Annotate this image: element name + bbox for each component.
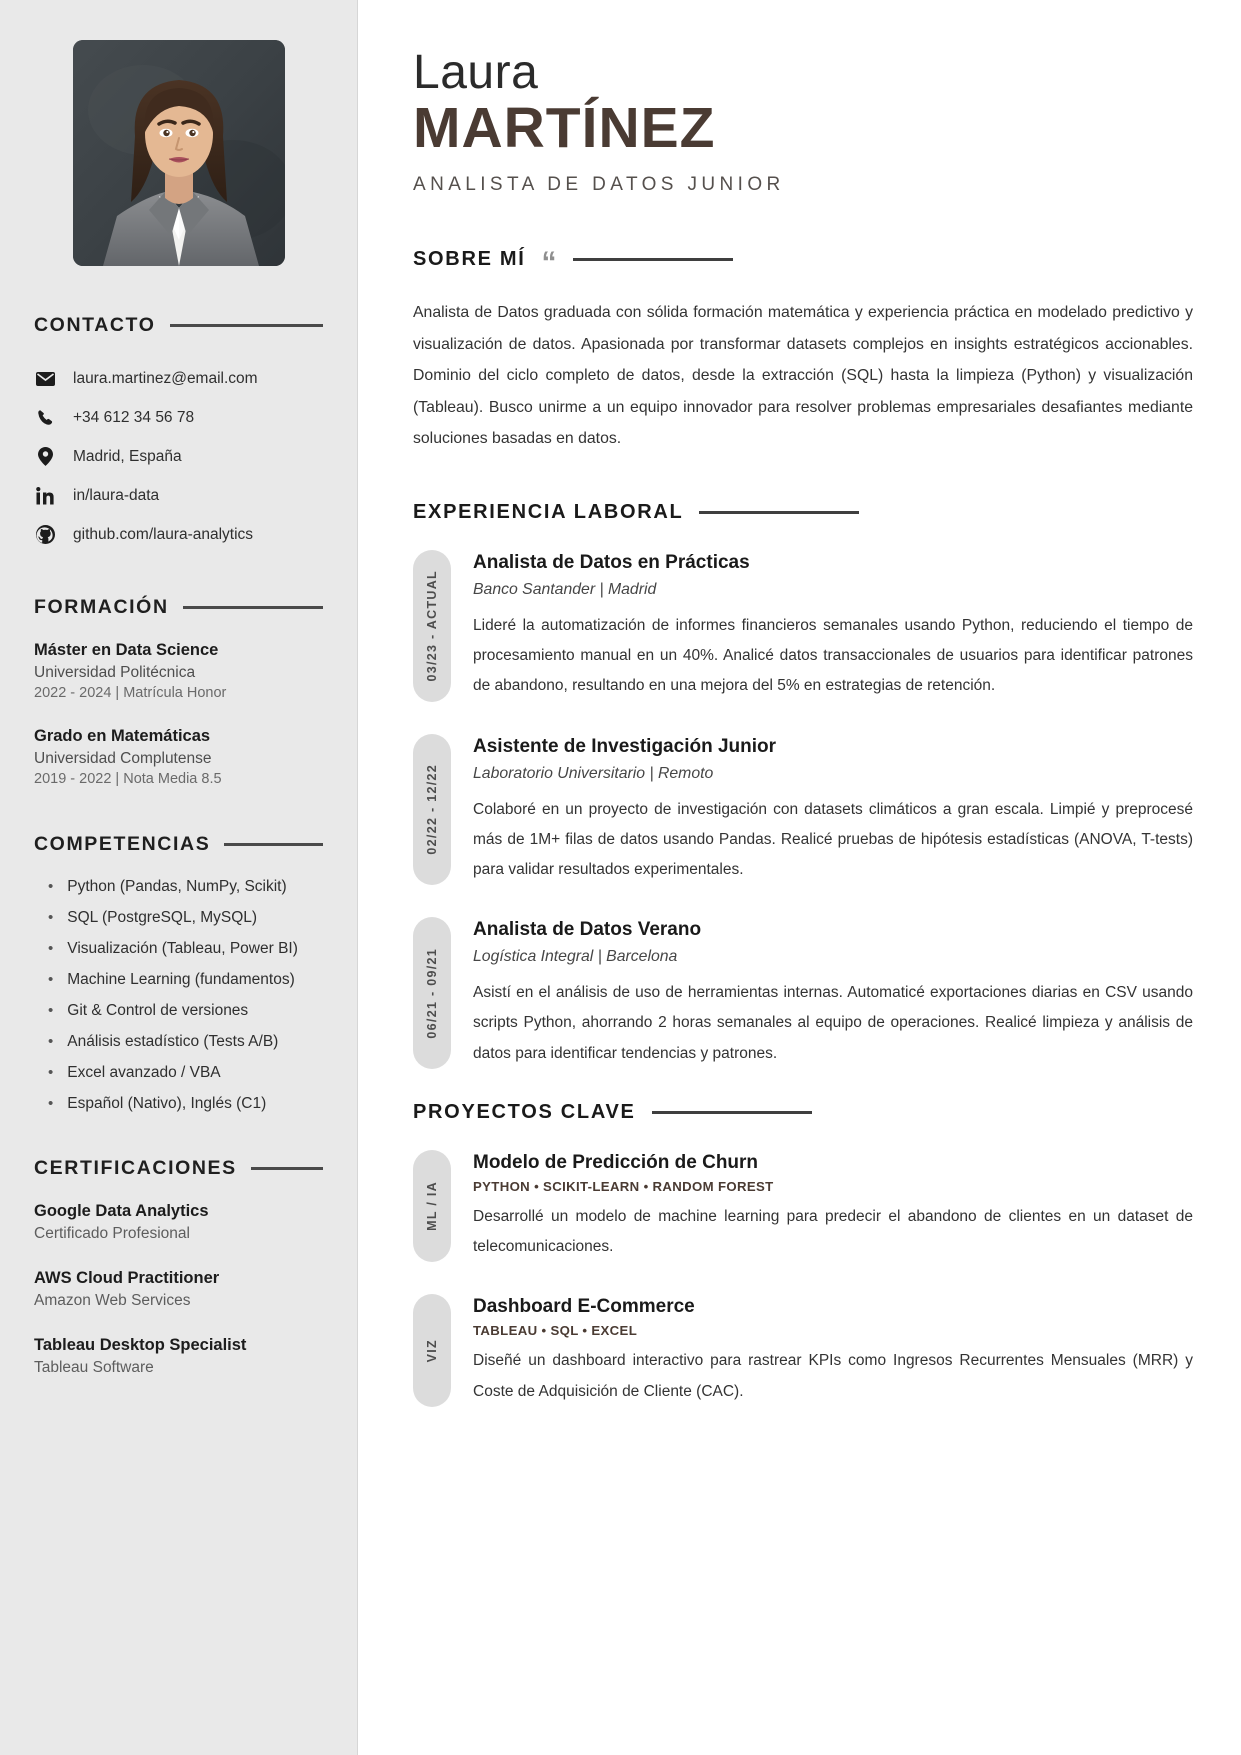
education-section-heading	[34, 596, 323, 619]
contact-item-linkedin[interactable]	[34, 476, 323, 515]
heading-rule	[183, 606, 323, 609]
contact-item-phone[interactable]	[34, 398, 323, 437]
project-title: Modelo de Predicción de Churn	[473, 1151, 759, 1173]
certifications-heading-label: CERTIFICACIONES	[34, 1157, 237, 1179]
list-item	[34, 1064, 323, 1082]
email-icon	[34, 372, 56, 386]
projects-heading-label: PROYECTOS CLAVE	[413, 1100, 636, 1123]
heading-rule	[573, 258, 733, 261]
education-meta: 2022 - 2024 | Matrícula Honor	[34, 685, 227, 701]
experience-item	[413, 734, 1193, 886]
project-tech-tags: TABLEAU • SQL • EXCEL	[473, 1323, 638, 1339]
experience-company: Laboratorio Universitario | Remoto	[473, 764, 714, 782]
project-tech-tags: PYTHON • SCIKIT-LEARN • RANDOM FOREST	[473, 1178, 774, 1194]
experience-body	[473, 734, 1193, 886]
skill-label: Python (Pandas, NumPy, Scikit)	[67, 878, 287, 895]
experience-body	[473, 550, 1193, 702]
phone-icon	[34, 409, 56, 426]
sidebar	[0, 0, 358, 1755]
certification-item	[34, 1336, 323, 1377]
contact-linkedin-text: in/laura-data	[73, 486, 160, 504]
project-item	[413, 1294, 1193, 1406]
contact-email-text: laura.martinez@email.com	[73, 369, 258, 387]
photo-container	[34, 40, 323, 266]
skill-label: Machine Learning (fundamentos)	[67, 971, 295, 988]
experience-heading-label: EXPERIENCIA LABORAL	[413, 500, 684, 523]
education-meta: 2019 - 2022 | Nota Media 8.5	[34, 771, 222, 787]
certification-issuer: Tableau Software	[34, 1359, 154, 1376]
certifications-list	[34, 1202, 323, 1377]
project-description: Desarrollé un modelo de machine learning para predecir el abandono de clientes en un dataset de telecomunicaciones.	[473, 1207, 1193, 1256]
list-item	[34, 1095, 323, 1113]
job-title: ANALISTA DE DATOS JUNIOR	[413, 173, 785, 195]
skill-label: Español (Nativo), Inglés (C1)	[67, 1095, 267, 1112]
skills-heading-label: COMPETENCIAS	[34, 833, 211, 855]
projects-section-heading	[413, 1101, 1193, 1124]
last-name: MARTÍNEZ	[413, 96, 716, 161]
about-summary-text: Analista de Datos graduada con sólida formación matemática y experiencia práctica en modelado predictivo y visualización de datos. Apasionada por transformar datasets complejos en insights estratégicos accionables. Dominio del ciclo completo de datos, desde la extracción (SQL) hasta la limpieza (Python) y visualización (Tableau). Busco unirme a un equipo innovador para resolver problemas empresariales desafiantes mediante soluciones basadas en datos.	[413, 303, 1193, 448]
heading-rule	[251, 1167, 323, 1170]
certification-item	[34, 1202, 323, 1243]
list-item	[34, 940, 323, 958]
project-description: Diseñé un dashboard interactivo para rastrear KPIs como Ingresos Recurrentes Mensuales (MRR) y Coste de Adquisición de Cliente (CAC).	[473, 1352, 1193, 1400]
experience-title: Asistente de Investigación Junior	[473, 735, 777, 757]
github-icon	[34, 525, 56, 544]
date-badge-label: 02/22 - 12/22	[425, 764, 439, 855]
skill-label: Excel avanzado / VBA	[67, 1064, 221, 1081]
certification-issuer: Amazon Web Services	[34, 1292, 191, 1309]
date-badge-label: 06/21 - 09/21	[425, 947, 439, 1039]
project-category-badge	[413, 1150, 451, 1262]
main-content	[358, 0, 1241, 1755]
list-item	[34, 878, 323, 896]
education-item	[34, 727, 323, 787]
about-section-heading	[413, 246, 1193, 280]
skill-label: SQL (PostgreSQL, MySQL)	[67, 909, 258, 926]
about-heading-label: SOBRE MÍ	[413, 247, 526, 270]
date-badge	[413, 917, 451, 1069]
heading-rule	[170, 324, 324, 327]
experience-title: Analista de Datos en Prácticas	[473, 551, 750, 573]
location-pin-icon	[34, 447, 56, 466]
contact-github-text: github.com/laura-analytics	[73, 525, 254, 543]
certification-item	[34, 1269, 323, 1310]
project-body	[473, 1294, 1193, 1406]
bullet-icon: •	[48, 909, 54, 926]
quote-icon: “	[541, 246, 557, 280]
page-title	[413, 48, 1193, 196]
contact-list	[34, 359, 323, 554]
education-heading-label: FORMACIÓN	[34, 596, 169, 618]
experience-section-heading	[413, 501, 1193, 524]
linkedin-icon	[34, 487, 56, 505]
education-item	[34, 641, 323, 701]
contact-phone-text: +34 612 34 56 78	[73, 408, 195, 426]
certification-name: AWS Cloud Practitioner	[34, 1269, 220, 1287]
bullet-icon: •	[48, 1064, 54, 1081]
profile-photo-illustration	[73, 40, 285, 266]
education-list	[34, 641, 323, 787]
experience-description: Asistí en el análisis de uso de herramientas internas. Automaticé exportaciones diarias en CSV usando scripts Python, ahorrando 2 horas semanales al equipo de operaciones. Realicé limpieza y análisis de datos para identificar tendencias y patrones.	[473, 984, 1193, 1062]
experience-description: Lideré la automatización de informes financieros semanales usando Python, reduciendo el tiempo de procesamiento manual en un 40%. Analicé datos transaccionales de usuarios para identificar patrones de abandono, resultando en una mejora del 5% en estrategias de retención.	[473, 616, 1193, 695]
skills-section-heading	[34, 833, 323, 856]
contact-location-text: Madrid, España	[73, 447, 182, 465]
project-category-label: ML / IA	[425, 1181, 439, 1232]
contact-heading-label: CONTACTO	[34, 314, 156, 336]
bullet-icon: •	[48, 1002, 54, 1019]
skill-label: Análisis estadístico (Tests A/B)	[67, 1033, 279, 1050]
bullet-icon: •	[48, 1033, 54, 1050]
first-name: Laura	[413, 46, 539, 99]
list-item	[34, 1033, 323, 1051]
experience-company: Banco Santander | Madrid	[473, 580, 657, 598]
bullet-icon: •	[48, 878, 54, 895]
project-title: Dashboard E-Commerce	[473, 1296, 695, 1318]
experience-item	[413, 550, 1193, 702]
education-institution: Universidad Complutense	[34, 750, 212, 767]
project-category-badge	[413, 1294, 451, 1406]
date-badge-label: 03/23 - ACTUAL	[425, 569, 439, 682]
experience-company: Logística Integral | Barcelona	[473, 948, 678, 966]
heading-rule	[224, 843, 323, 846]
education-degree: Grado en Matemáticas	[34, 727, 211, 745]
experience-body	[473, 917, 1193, 1069]
date-badge	[413, 734, 451, 886]
contact-item-location	[34, 437, 323, 476]
certifications-section-heading	[34, 1157, 323, 1180]
certification-name: Tableau Desktop Specialist	[34, 1336, 247, 1354]
experience-description: Colaboré en un proyecto de investigación con datasets climáticos a gran escala. Limpié y preprocesé más de 1M+ filas de datos usando Pandas. Realicé pruebas de hipótesis estadísticas (ANOVA, T-tests) para validar resultados experimentales.	[473, 800, 1193, 878]
list-item	[34, 909, 323, 927]
contact-item-email[interactable]	[34, 359, 323, 398]
certification-name: Google Data Analytics	[34, 1202, 209, 1220]
education-degree: Máster en Data Science	[34, 641, 219, 659]
project-body	[473, 1150, 1193, 1262]
avatar	[73, 40, 285, 266]
certification-issuer: Certificado Profesional	[34, 1225, 190, 1242]
bullet-icon: •	[48, 971, 54, 988]
skill-label: Visualización (Tableau, Power BI)	[67, 940, 298, 957]
education-institution: Universidad Politécnica	[34, 664, 196, 681]
heading-rule	[652, 1111, 812, 1114]
spacer	[34, 813, 323, 833]
project-category-label: VIZ	[425, 1338, 439, 1363]
project-item	[413, 1150, 1193, 1262]
date-badge	[413, 550, 451, 702]
contact-item-github[interactable]	[34, 515, 323, 554]
skills-list	[34, 878, 323, 1113]
contact-section-heading	[34, 314, 323, 337]
bullet-icon: •	[48, 940, 54, 957]
bullet-icon: •	[48, 1095, 54, 1112]
heading-rule	[699, 511, 859, 514]
experience-title: Analista de Datos Verano	[473, 919, 702, 941]
list-item	[34, 971, 323, 989]
skill-label: Git & Control de versiones	[67, 1002, 249, 1019]
list-item	[34, 1002, 323, 1020]
experience-item	[413, 917, 1193, 1069]
